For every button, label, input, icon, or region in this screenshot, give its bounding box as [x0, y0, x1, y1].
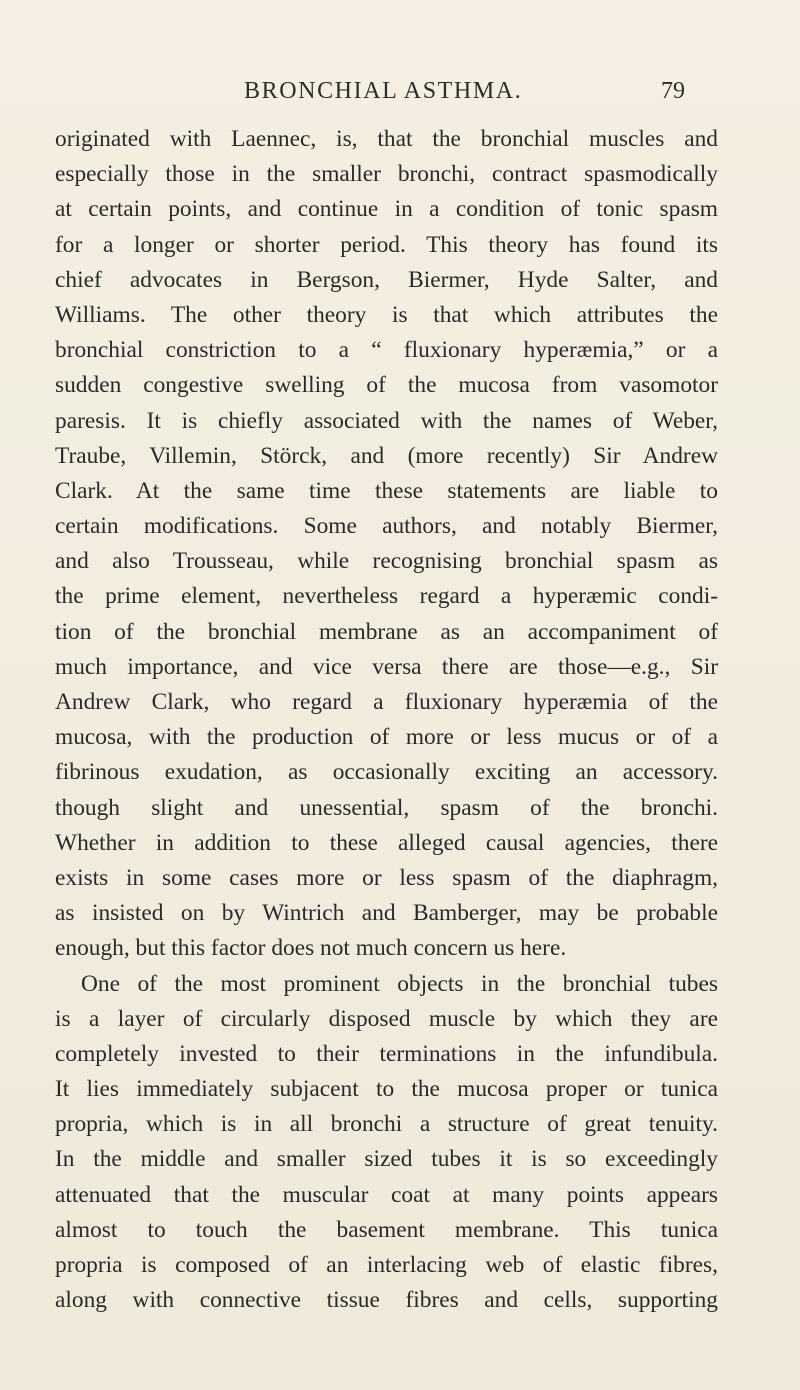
text-line: In the middle and smaller sized tubes it is so exceedingly — [55, 1146, 718, 1173]
text-line: though slight and unessential, spasm of the bronchi. — [55, 794, 718, 821]
text-line: much importance, and vice versa there are those—e.g., Sir — [55, 653, 718, 680]
text-line: One of the most prominent objects in the bronchial tubes — [81, 970, 718, 997]
text-line: paresis. It is chiefly associated with the names of Weber, — [55, 407, 718, 434]
text-line: especially those in the smaller bronchi, contract spasmodically — [55, 161, 718, 188]
text-line: Whether in addition to these alleged causal agencies, there — [55, 829, 718, 856]
text-line: tion of the bronchial membrane as an accompaniment of — [55, 618, 718, 645]
text-line: propria, which is in all bronchi a structure of great tenuity. — [55, 1111, 718, 1138]
text-line: Traube, Villemin, Störck, and (more recently) Sir Andrew — [55, 442, 718, 469]
text-line: completely invested to their terminations in the infundibula. — [55, 1040, 718, 1067]
text-line: bronchial constriction to a “ fluxionary hyperæmia,” or a — [55, 337, 718, 364]
text-line: the prime element, nevertheless regard a hyperæmic condi- — [55, 583, 718, 610]
text-line: enough, but this factor does not much concern us here. — [55, 935, 567, 962]
text-line: almost to touch the basement membrane. This tunica — [55, 1216, 718, 1243]
text-line: exists in some cases more or less spasm of the diaphragm, — [55, 864, 718, 891]
text-line: It lies immediately subjacent to the mucosa proper or tunica — [55, 1076, 718, 1103]
text-line: certain modifications. Some authors, and notably Biermer, — [55, 513, 718, 540]
running-head — [0, 78, 800, 110]
text-line: Andrew Clark, who regard a fluxionary hyperæmia of the — [55, 689, 718, 715]
text-line: Clark. At the same time these statements are liable to — [55, 477, 718, 504]
text-line: at certain points, and continue in a condition of tonic spasm — [55, 196, 718, 223]
text-line: and also Trousseau, while recognising bronchial spasm as — [55, 548, 718, 575]
text-line: as insisted on by Wintrich and Bamberger, may be probable — [55, 900, 718, 927]
text-line: Williams. The other theory is that which attributes the — [55, 301, 718, 328]
text-line: mucosa, with the production of more or less mucus or of a — [55, 724, 718, 751]
page-number: 79 — [661, 78, 685, 104]
text-line: fibrinous exudation, as occasionally exciting an accessory. — [55, 759, 718, 786]
text-line: sudden congestive swelling of the mucosa from vasomotor — [55, 372, 718, 399]
text-line: chief advocates in Bergson, Biermer, Hyde Salter, and — [55, 266, 718, 293]
text-line: attenuated that the muscular coat at many points appears — [55, 1181, 718, 1208]
body-text — [55, 122, 718, 1318]
running-title: BRONCHIAL ASTHMA. — [244, 78, 523, 104]
text-line: along with connective tissue fibres and cells, supporting — [55, 1287, 718, 1314]
text-line: originated with Laennec, is, that the bronchial muscles and — [55, 126, 718, 152]
text-line: is a layer of circularly disposed muscle by which they are — [55, 1005, 718, 1032]
text-line: for a longer or shorter period. This theory has found its — [55, 231, 718, 258]
text-line: propria is composed of an interlacing web of elastic fibres, — [55, 1252, 718, 1278]
